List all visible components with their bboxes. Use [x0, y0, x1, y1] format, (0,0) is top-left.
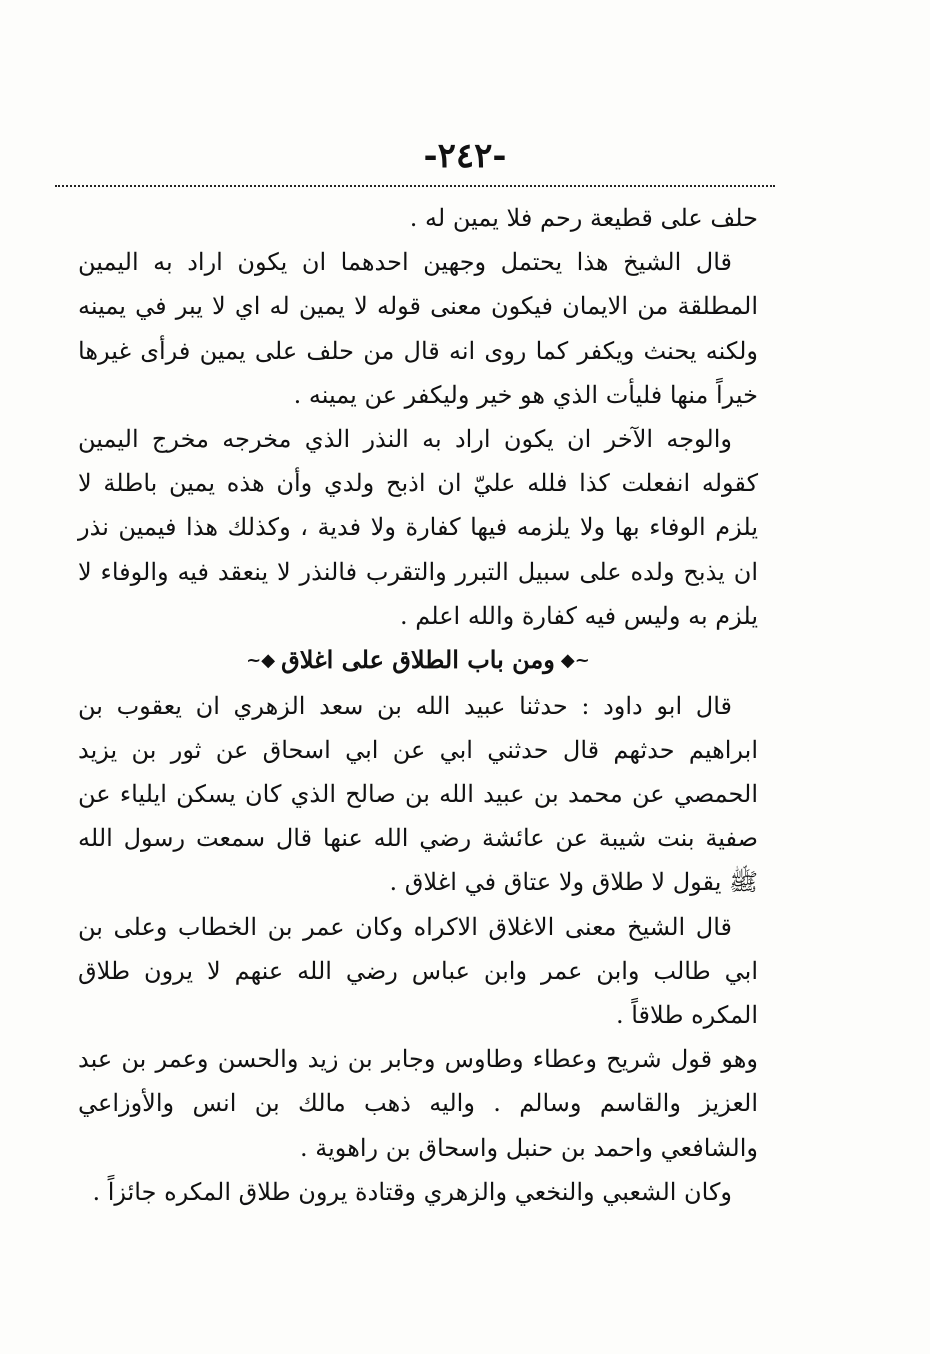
page-number: -٢٤٢- — [423, 136, 507, 176]
paragraph-6: وهو قول شريح وعطاء وطاوس وجابر بن زيد والحسن وعمر بن عبد العزيز والقاسم وسالم . واليه ذهب مالك بن انس والأوزاعي والشافعي واحمد بن حنبل واسحاق بن راهوية . — [78, 1045, 758, 1162]
chapter-heading-title: ومن باب الطلاق على اغلاق — [281, 645, 555, 675]
header-rule — [55, 185, 775, 187]
paragraph-7: وكان الشعبي والنخعي والزهري وقتادة يرون طلاق المكره جائزاً . — [92, 1177, 732, 1206]
paragraph-4: قال ابو داود : حدثنا عبيد الله بن سعد الزهري ان يعقوب بن ابراهيم حدثهم قال حدثني ابي عن ابي اسحاق عن ثور بن يزيد الحمصي عن محمد بن عبيد الله بن صالح الذي كان يسكن ايلياء عن صفية بنت شيبة عن عائشة رضي الله عنها قال سمعت رسول الله ﷺ يقول لا طلاق ولا عتاق في اغلاق . — [78, 691, 758, 897]
ornament-right-icon: ~◆ — [560, 650, 590, 672]
paragraph-5: قال الشيخ معنى الاغلاق الاكراه وكان عمر بن الخطاب وعلى بن ابي طالب وابن عمر وابن عباس رضي الله عنهم لا يرون طلاق المكره طلاقاً . — [78, 912, 758, 1030]
paragraph-2: قال الشيخ هذا يحتمل وجهين احدهما ان يكون اراد به اليمين المطلقة من الايمان فيكون معنى قوله لا يمين له اي لا يبر في يمينه ولكنه يحنث ويكفر كما روى انه قال من حلف على يمين فرأى غيرها خيراً منها فليأت الذي هو خير وليكفر عن يمينه . — [78, 248, 758, 409]
ornament-left-icon: ◆~ — [246, 650, 276, 672]
paragraph-1: حلف على قطيعة رحم فلا يمين له . — [409, 204, 758, 232]
chapter-heading — [78, 638, 758, 684]
page-body — [78, 196, 758, 1214]
paragraph-3: والوجه الآخر ان يكون اراد به النذر الذي مخرجه مخرج اليمين كقوله انفعلت كذا فلله عليّ ان اذبح ولدي وأن هذه يمين باطلة لا يلزم الوفاء بها ولا يلزمه فيها كفارة ولا فدية ، وكذلك هذا فيمين نذر ان يذبح ولده على سبيل التبرر والتقرب فالنذر لا ينعقد فيه والوفاء لا يلزم به وليس فيه كفارة والله اعلم . — [78, 425, 758, 630]
